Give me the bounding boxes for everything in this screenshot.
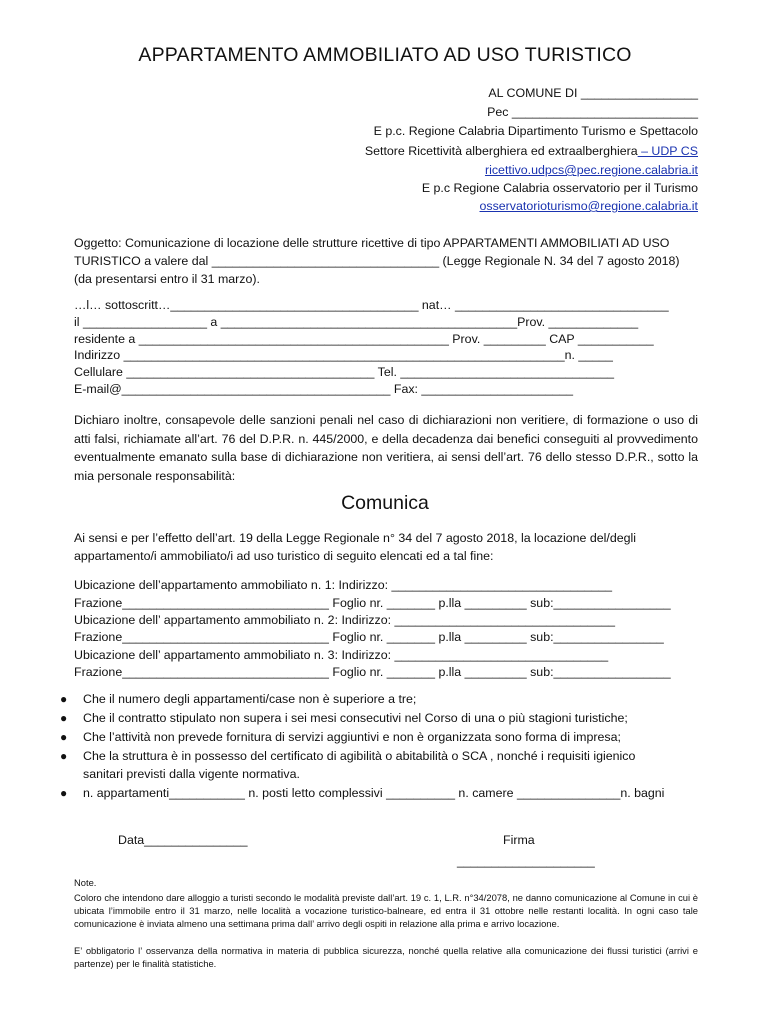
apartment-3-cadastral[interactable]: Frazione______________________________ Foglio nr. _______ p.lla _________ sub:_________________ xyxy=(74,665,671,679)
field-cellulare[interactable]: Cellulare ____________________________________ Tel. _______________________________ xyxy=(74,365,614,379)
recipient-settore xyxy=(365,144,698,158)
oggetto-line-1: Oggetto: Comunicazione di locazione delle strutture ricettive di tipo APPARTAMENTI AMMOBILIATI AD USO xyxy=(74,236,670,250)
notes-paragraph-2: E’ obbligatorio l’ osservanza della normativa in materia di pubblica sicurezza, nonché quella relative alla comunicazione dei flussi turistici (arrivi e partenze) per le finalità statistiche. xyxy=(74,945,698,969)
email-osservatorio-link[interactable]: osservatorioturismo@regione.calabria.it xyxy=(479,199,698,213)
bullet-icon: ● xyxy=(60,749,68,763)
recipient-comune: AL COMUNE DI _________________ xyxy=(488,86,698,100)
recipient-pec: Pec ___________________________ xyxy=(487,105,698,119)
field-indirizzo[interactable]: Indirizzo ________________________________________________________________n. _____ xyxy=(74,348,613,362)
email-ricettivo-link[interactable]: ricettivo.udpcs@pec.regione.calabria.it xyxy=(484,163,698,177)
apartment-1-cadastral[interactable]: Frazione______________________________ Foglio nr. _______ p.lla _________ sub:_________________ xyxy=(74,596,671,610)
notes-label: Note. xyxy=(74,877,97,888)
list-item-text: Che la struttura è in possesso del certificato di agibilità o abitabilità o SCA , nonché i requisiti igienico xyxy=(83,749,636,763)
apartment-2-cadastral[interactable]: Frazione______________________________ Foglio nr. _______ p.lla _________ sub:________________ xyxy=(74,630,664,644)
field-luogo-nascita[interactable]: il __________________ a ___________________________________________Prov. _____________ xyxy=(74,315,639,329)
recipient-epc-osservatorio: E p.c Regione Calabria osservatorio per il Turismo xyxy=(421,181,698,195)
bullet-icon: ● xyxy=(60,692,68,706)
list-item-text: Che il contratto stipulato non supera i sei mesi consecutivi nel Corso di una o più stagioni turistiche; xyxy=(83,711,628,725)
oggetto-line-2: TURISTICO a valere dal _________________________________ (Legge Regionale N. 34 del 7 agosto 2018) xyxy=(74,254,680,268)
bullet-icon: ● xyxy=(60,786,68,800)
signature-date-field[interactable]: Data_______________ xyxy=(118,833,248,847)
recipient-email-osservatorio xyxy=(480,199,699,213)
comunica-text-line-1: Ai sensi e per l’effetto dell’art. 19 della Legge Regionale n° 34 del 7 agosto 2018, la locazione del/degli xyxy=(74,531,637,545)
form-title: APPARTAMENTO AMMOBILIATO AD USO TURISTICO xyxy=(138,44,632,66)
signature-line[interactable]: ____________________ xyxy=(457,854,595,868)
signature-label: Firma xyxy=(503,833,535,847)
apartment-2-address[interactable]: Ubicazione dell’ appartamento ammobiliato n. 2: Indirizzo: ________________________________ xyxy=(74,613,616,627)
list-item-text: Che l’attività non prevede fornitura di servizi aggiuntivi e non è organizzata sono forma di impresa; xyxy=(83,730,621,744)
field-residenza[interactable]: residente a _____________________________________________ Prov. _________ CAP ___________ xyxy=(74,332,654,346)
bullet-icon: ● xyxy=(60,730,68,744)
settore-text: Settore Ricettività alberghiera ed extraalberghiera xyxy=(364,144,638,158)
recipient-epc-dipartimento: E p.c. Regione Calabria Dipartimento Turismo e Spettacolo xyxy=(373,124,698,138)
list-item-text: Che il numero degli appartamenti/case non è superiore a tre; xyxy=(83,692,417,706)
apartment-1-address[interactable]: Ubicazione dell’appartamento ammobiliato n. 1: Indirizzo: ________________________________ xyxy=(74,578,613,592)
notes-paragraph-1: Coloro che intendono dare alloggio a turisti secondo le modalità previste dall’art. 19 c. 1, L.R. n°34/2078, ne danno comunicazione al Comune in cui è ubicata l’immobile entro il 31 marzo, nelle località a vocazione turistico-balneare, ed entra il 31 ottobre nelle restanti località. In ogni caso tale comunicazione è inviata almeno una settimana prima dall’ arrivo degli ospiti in relazione alla prima e arrivo locazione. xyxy=(74,892,698,929)
comunica-text-line-2: appartamento/i ammobiliato/i ad uso turistico di seguito elencati ed a tal fine: xyxy=(74,549,494,563)
bullet-icon: ● xyxy=(60,711,68,725)
list-item-continuation: sanitari previsti dalla vigente normativa. xyxy=(83,767,300,781)
counts-field[interactable]: n. appartamenti___________ n. posti letto complessivi __________ n. camere _______________n. bagni xyxy=(83,786,665,800)
field-email[interactable]: E-mail@_______________________________________ Fax: ______________________ xyxy=(74,382,574,396)
declaration-paragraph: Dichiaro inoltre, consapevole delle sanzioni penali nel caso di dichiarazioni non veritiere, di formazione o uso di atti falsi, richiamate all’art. 76 del D.P.R. n. 445/2000, e della decadenza dai benefici conseguiti al provvedimento eventualmente emanato sulla base di dichiarazione non veritiera, ai sensi dell’art. 76 dello stesso D.P.R., sotto la mia personale responsabilità: xyxy=(74,413,698,483)
oggetto-line-3: (da presentarsi entro il 31 marzo). xyxy=(74,272,260,286)
apartment-3-address[interactable]: Ubicazione dell’ appartamento ammobiliato n. 3: Indirizzo: _______________________________ xyxy=(74,648,609,662)
field-sottoscritto[interactable]: …l… sottoscritt…____________________________________ nat… _______________________________ xyxy=(74,298,669,312)
comunica-heading: Comunica xyxy=(341,492,429,514)
udp-cs-link[interactable]: – UDP CS xyxy=(637,144,698,158)
recipient-email-ricettivo xyxy=(485,163,698,177)
